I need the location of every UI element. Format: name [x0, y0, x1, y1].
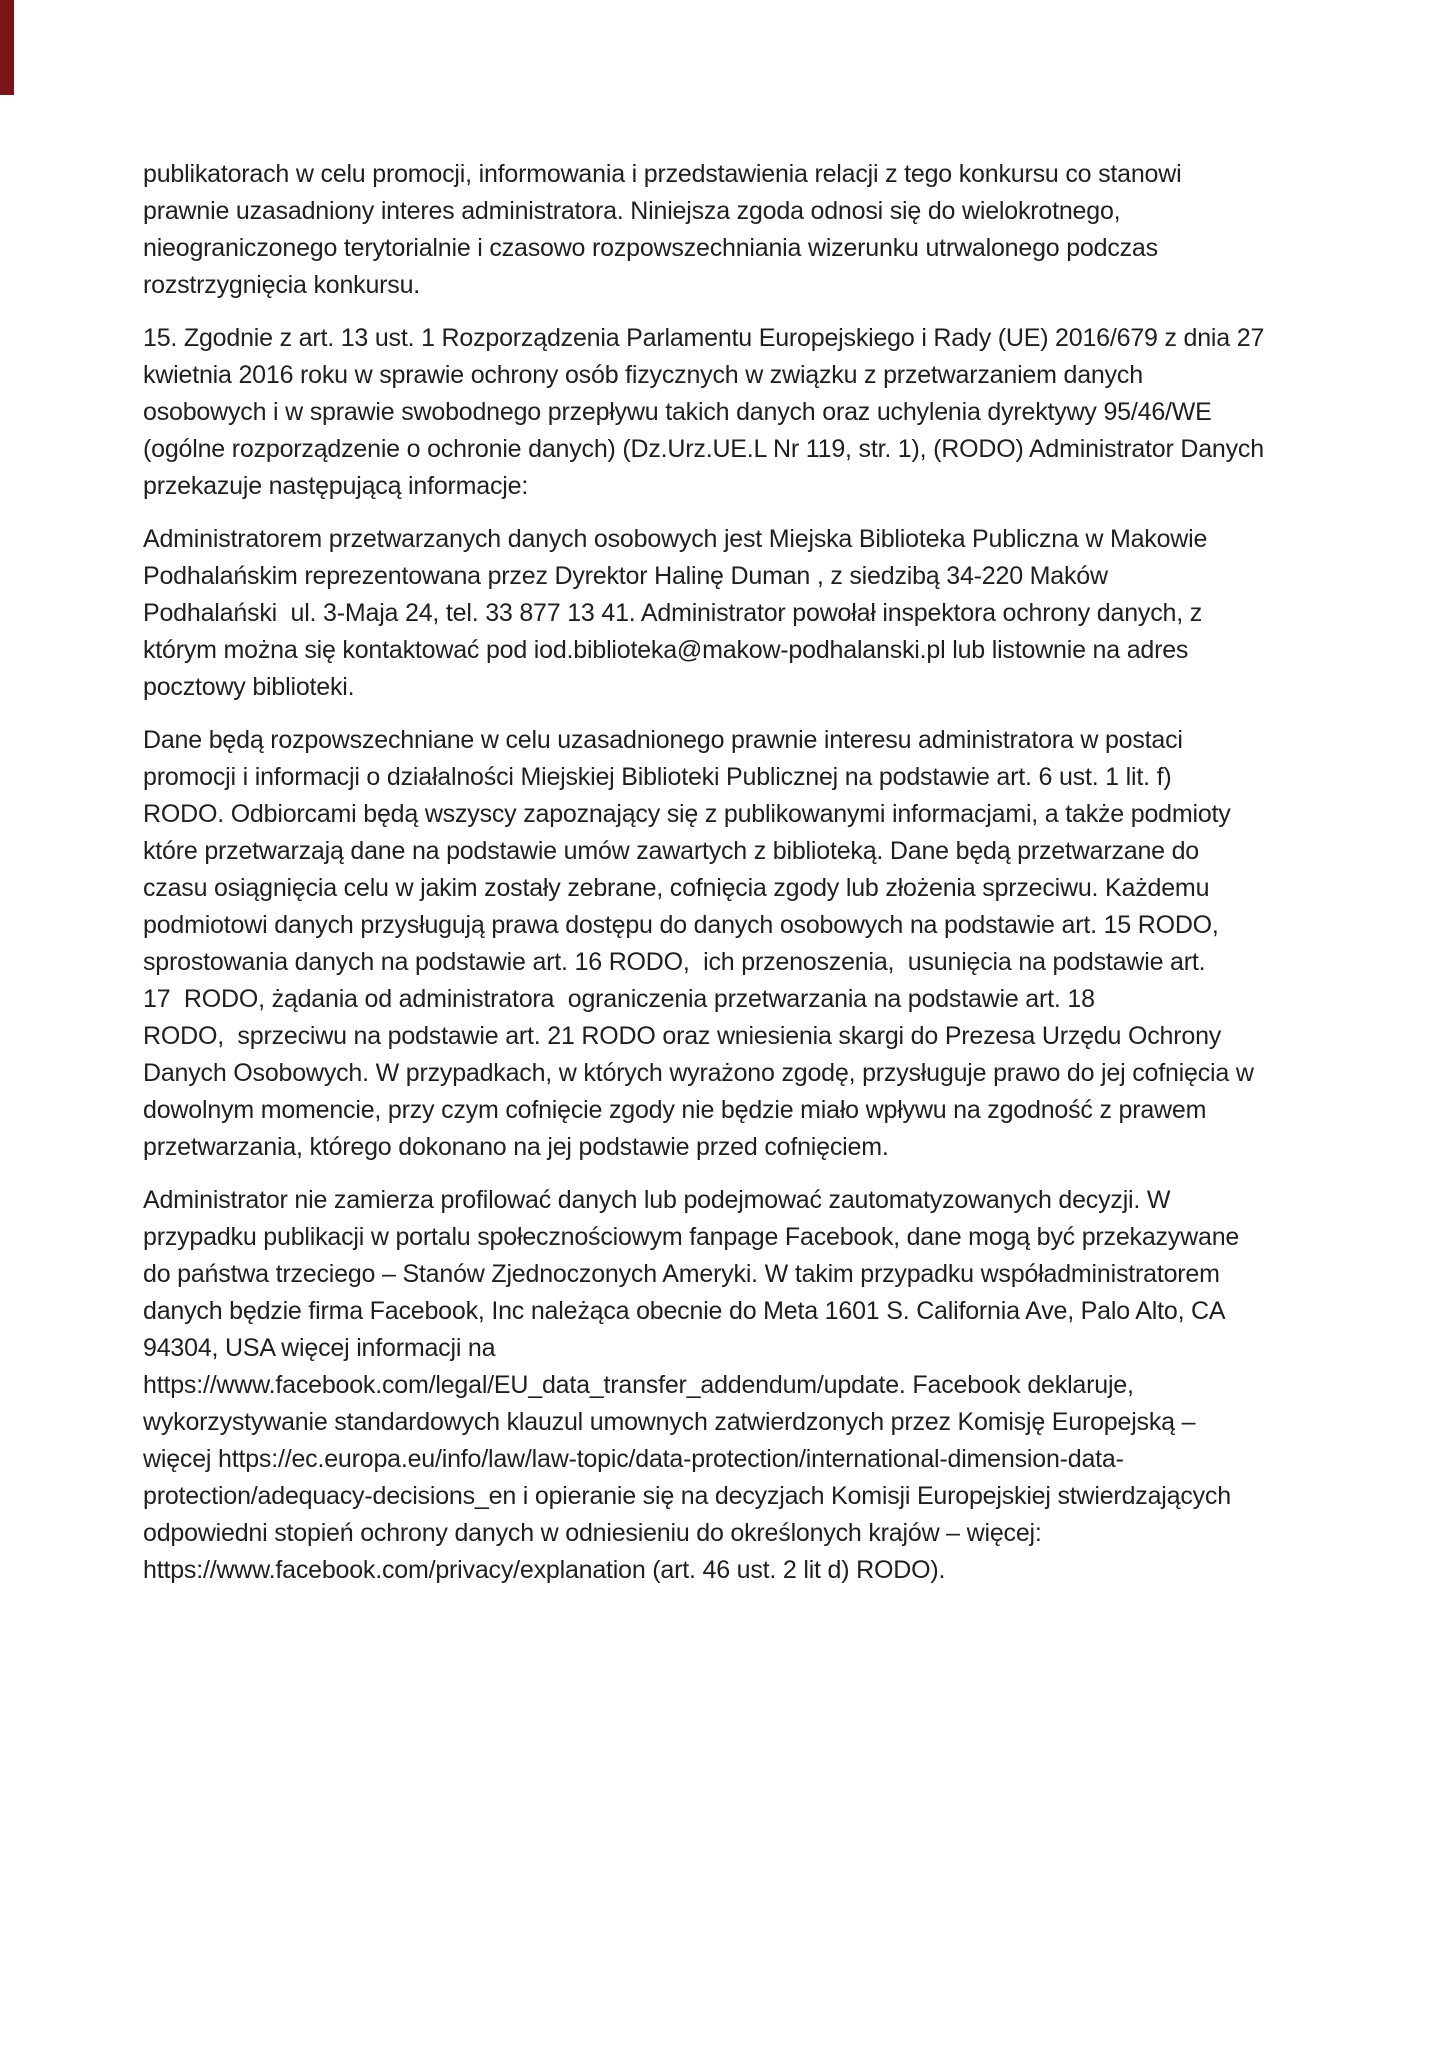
text-line: Danych Osobowych. W przypadkach, w których wyrażono zgodę, przysługuje prawo do jej cofnięcia w: [143, 1059, 1254, 1087]
text-line: protection/adequacy-decisions_en i opieranie się na decyzjach Komisji Europejskiej stwierdzających: [143, 1482, 1231, 1510]
text-line: Podhalański ul. 3-Maja 24, tel. 33 877 13 41. Administrator powołał inspektora ochrony danych, z: [143, 599, 1203, 627]
text-line: 94304, USA więcej informacji na: [143, 1334, 496, 1362]
text-line: przypadku publikacji w portalu społecznościowym fanpage Facebook, dane mogą być przekazywane: [143, 1223, 1240, 1251]
text-line: wykorzystywanie standardowych klauzul umownych zatwierdzonych przez Komisję Europejską –: [143, 1408, 1196, 1436]
text-line: Administrator nie zamierza profilować danych lub podejmować zautomatyzowanych decyzji. W: [143, 1186, 1171, 1214]
text-line: którym można się kontaktować pod iod.biblioteka@makow-podhalanski.pl lub listownie na adres: [143, 636, 1189, 664]
paragraph-administrator-info: [143, 521, 1393, 706]
text-line: Dane będą rozpowszechniane w celu uzasadnionego prawnie interesu administratora w postaci: [143, 726, 1183, 754]
paragraph-data-rights: [143, 722, 1393, 1166]
text-line: kwietnia 2016 roku w sprawie ochrony osób fizycznych w związku z przetwarzaniem danych: [143, 361, 1143, 389]
paragraph-consent-publication: [143, 156, 1393, 304]
text-line: prawnie uzasadniony interes administratora. Niniejsza zgoda odnosi się do wielokrotnego,: [143, 197, 1121, 225]
document-body: [143, 156, 1393, 1605]
text-line: https://www.facebook.com/privacy/explanation (art. 46 ust. 2 lit d) RODO).: [143, 1556, 946, 1584]
text-line: pocztowy biblioteki.: [143, 673, 355, 701]
text-line: czasu osiągnięcia celu w jakim zostały zebrane, cofnięcia zgody lub złożenia sprzeciwu. Każdemu: [143, 874, 1210, 902]
paragraph-rodo-clause-15: [143, 320, 1393, 505]
text-line: RODO. Odbiorcami będą wszyscy zapoznający się z publikowanymi informacjami, a także podmioty: [143, 800, 1231, 828]
text-line: dowolnym momencie, przy czym cofnięcie zgody nie będzie miało wpływu na zgodność z prawem: [143, 1096, 1207, 1124]
text-line: podmiotowi danych przysługują prawa dostępu do danych osobowych na podstawie art. 15 RODO,: [143, 911, 1219, 939]
text-line: osobowych i w sprawie swobodnego przepływu takich danych oraz uchylenia dyrektywy 95/46/WE: [143, 398, 1212, 426]
text-line: więcej https://ec.europa.eu/info/law/law-topic/data-protection/international-dimension-data-: [143, 1445, 1124, 1473]
text-line: nieograniczonego terytorialnie i czasowo rozpowszechniania wizerunku utrwalonego podczas: [143, 234, 1158, 262]
text-line: https://www.facebook.com/legal/EU_data_transfer_addendum/update. Facebook deklaruje,: [143, 1371, 1134, 1399]
text-line: rozstrzygnięcia konkursu.: [143, 271, 421, 299]
text-line: (ogólne rozporządzenie o ochronie danych) (Dz.Urz.UE.L Nr 119, str. 1), (RODO) Administrator Danych: [143, 435, 1264, 463]
text-line: 15. Zgodnie z art. 13 ust. 1 Rozporządzenia Parlamentu Europejskiego i Rady (UE) 2016/679 z dnia 27: [143, 324, 1265, 352]
text-line: Administratorem przetwarzanych danych osobowych jest Miejska Biblioteka Publiczna w Makowie: [143, 525, 1208, 553]
text-line: Podhalańskim reprezentowana przez Dyrektor Halinę Duman , z siedzibą 34-220 Maków: [143, 562, 1108, 590]
text-line: sprostowania danych na podstawie art. 16 RODO, ich przenoszenia, usunięcia na podstawie art.: [143, 948, 1206, 976]
text-line: 17 RODO, żądania od administratora ograniczenia przetwarzania na podstawie art. 18: [143, 985, 1095, 1013]
text-line: które przetwarzają dane na podstawie umów zawartych z biblioteką. Dane będą przetwarzane do: [143, 837, 1200, 865]
text-line: publikatorach w celu promocji, informowania i przedstawienia relacji z tego konkursu co stanowi: [143, 160, 1182, 188]
paragraph-facebook-transfer: [143, 1182, 1393, 1589]
text-line: promocji i informacji o działalności Miejskiej Biblioteki Publicznej na podstawie art. 6 ust. 1 lit. f): [143, 763, 1172, 791]
text-line: przekazuje następującą informacje:: [143, 472, 529, 500]
text-line: RODO, sprzeciwu na podstawie art. 21 RODO oraz wniesienia skargi do Prezesa Urzędu Ochrony: [143, 1022, 1222, 1050]
text-line: do państwa trzeciego – Stanów Zjednoczonych Ameryki. W takim przypadku współadministratorem: [143, 1260, 1220, 1288]
text-line: danych będzie firma Facebook, Inc należąca obecnie do Meta 1601 S. California Ave, Palo Alto, CA: [143, 1297, 1226, 1325]
red-edge-mark: [0, 0, 14, 95]
text-line: odpowiedni stopień ochrony danych w odniesieniu do określonych krajów – więcej:: [143, 1519, 1042, 1547]
text-line: przetwarzania, którego dokonano na jej podstawie przed cofnięciem.: [143, 1133, 889, 1161]
